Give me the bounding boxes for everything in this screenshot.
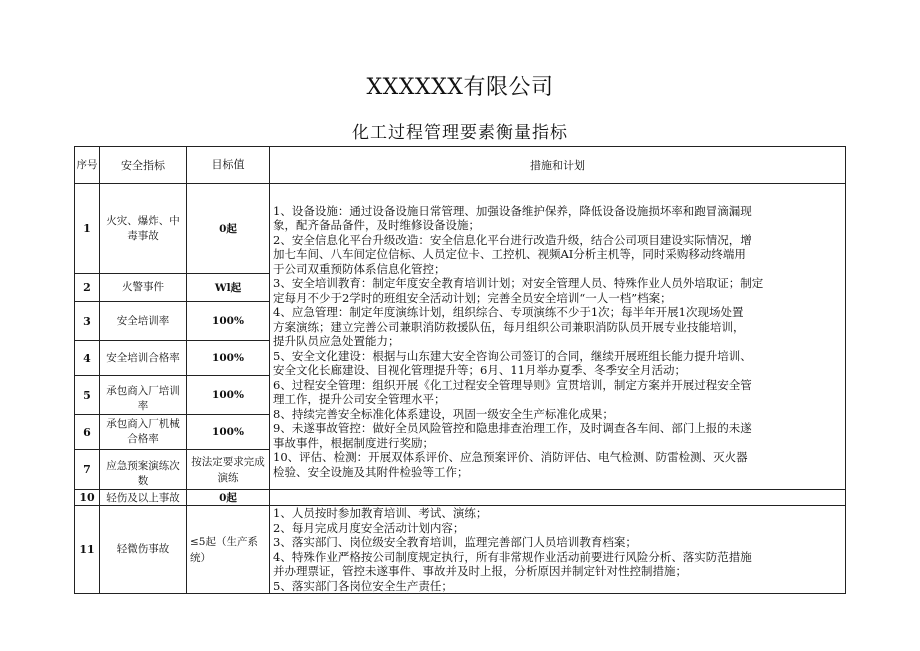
column-header-target: 目标值 <box>187 147 270 184</box>
row-number: 1 <box>75 184 100 274</box>
measure-line: 于公司双重预防体系信息化管控； <box>273 261 446 276</box>
column-header-indicator: 安全指标 <box>100 147 187 184</box>
measure-line: 加七车间、八车间定位信标、人员定位卡、工控机、视频AI分析主机等，同时采购移动终端用 <box>273 247 746 262</box>
table-header-row <box>75 147 846 184</box>
target-cell: Wl起 <box>187 274 270 302</box>
row-number: 7 <box>75 450 100 490</box>
measure-line: 象，配齐备品备件，及时维修设备设施； <box>273 218 480 233</box>
measure-line: 检验、安全设施及其附件检验等工作； <box>273 464 469 479</box>
row-number: 5 <box>75 376 100 415</box>
measure-line: 安全文化长廊建设、目视化管理提升等；6月、11月举办夏季、冬季安全月活动； <box>273 363 686 378</box>
table-row <box>75 490 846 506</box>
document-subtitle: 化工过程管理要素衡量指标 <box>352 123 568 143</box>
indicator-cell: 轻微伤事故 <box>100 506 187 594</box>
row-number: 11 <box>75 506 100 594</box>
measure-line: 5、安全文化建设：根据与山东建大安全咨询公司签订的合同，继续开展班组长能力提升培训、 <box>273 348 752 363</box>
measures-cell-group2 <box>270 506 846 594</box>
target-cell: 0起 <box>187 490 270 506</box>
measure-line: 3、安全培训教育：制定年度安全教育培训计划；对安全管理人员、特殊作业人员外培取证；制定 <box>273 276 764 291</box>
measure-line: 并办理票证，管控未遂事件、事故并及时上报，分析原因并制定针对性控制措施； <box>273 564 687 578</box>
target-cell: 100% <box>187 341 270 376</box>
row-number: 3 <box>75 302 100 341</box>
table-row <box>75 184 846 274</box>
measure-line: 8、持续完善安全标准化体系建设，巩固一级安全生产标准化成果； <box>273 406 614 421</box>
measure-line: 1、人员按时参加教育培训、考试、演练； <box>273 506 488 520</box>
measure-line: 理工作，提升公司安全管理水平； <box>273 392 446 407</box>
row-number: 10 <box>75 490 100 506</box>
target-cell: ≤5起（生产系统） <box>187 506 270 594</box>
measure-line: 3、落实部门、岗位级安全教育培训，监理完善部门人员培训教育档案； <box>273 535 637 549</box>
indicator-cell: 承包商入厂培训率 <box>100 376 187 415</box>
indicator-cell: 火灾、爆炸、中毒事故 <box>100 184 187 274</box>
measure-line: 方案演练；建立完善公司兼职消防救援队伍，每月组织公司兼职消防队员开展专业技能培训， <box>273 319 745 334</box>
measure-line: 9、未遂事故管控：做好全员风险管控和隐患排查治理工作，及时调查各车间、部门上报的未遂 <box>273 421 752 436</box>
measure-line: 事故事件，根据制度进行奖励； <box>273 435 434 450</box>
table-row <box>75 506 846 594</box>
metrics-table <box>74 146 846 594</box>
row-number: 6 <box>75 415 100 450</box>
target-cell: 按法定要求完成演练 <box>187 450 270 490</box>
indicator-cell: 应急预案演练次数 <box>100 450 187 490</box>
column-header-measures: 措施和计划 <box>270 147 846 184</box>
row-number: 2 <box>75 274 100 302</box>
target-cell: 100% <box>187 302 270 341</box>
row-number: 4 <box>75 341 100 376</box>
target-cell: 100% <box>187 376 270 415</box>
indicator-cell: 火警事件 <box>100 274 187 302</box>
measure-line: 6、过程安全管理：组织开展《化工过程安全管理导则》宣贯培训，制定方案并开展过程安全管 <box>273 377 752 392</box>
empty-measures-cell <box>270 490 846 506</box>
indicator-cell: 安全培训合格率 <box>100 341 187 376</box>
measure-line: 1、设备设施：通过设备设施日常管理、加强设备维护保养，降低设备设施损坏率和跑冒滴漏现 <box>273 203 752 218</box>
measure-line: 2、每月完成月度安全活动计划内容； <box>273 520 465 535</box>
measure-line: 4、特殊作业严格按公司制度规定执行，所有非常规作业活动前要进行风险分析、落实防范措施 <box>273 549 752 564</box>
column-header-no: 序号 <box>75 147 100 184</box>
measures-cell-group1 <box>270 184 846 490</box>
measure-line: 10、评估、检测：开展双体系评价、应急预案评价、消防评估、电气检测、防雷检测、灭火器 <box>273 450 748 465</box>
company-title: XXXXXX有限公司 <box>366 75 554 100</box>
indicator-cell: 安全培训率 <box>100 302 187 341</box>
indicator-cell: 轻伤及以上事故 <box>100 490 187 506</box>
measure-line: 5、落实部门各岗位安全生产责任； <box>273 578 453 593</box>
target-cell: 0起 <box>187 184 270 274</box>
measure-line: 定每月不少于2学时的班组安全活动计划；完善全员安全培训“一人一档”档案； <box>273 290 672 305</box>
measure-line: 2、安全信息化平台升级改造：安全信息化平台进行改造升级，结合公司项目建设实际情况，增 <box>273 232 752 247</box>
target-cell: 100% <box>187 415 270 450</box>
measure-line: 4、应急管理：制定年度演练计划，组织综合、专项演练不少于1次；每半年开展1次现场处置 <box>273 305 744 320</box>
indicator-cell: 承包商入厂机械合格率 <box>100 415 187 450</box>
measure-line: 提升队员应急处置能力； <box>273 334 400 349</box>
